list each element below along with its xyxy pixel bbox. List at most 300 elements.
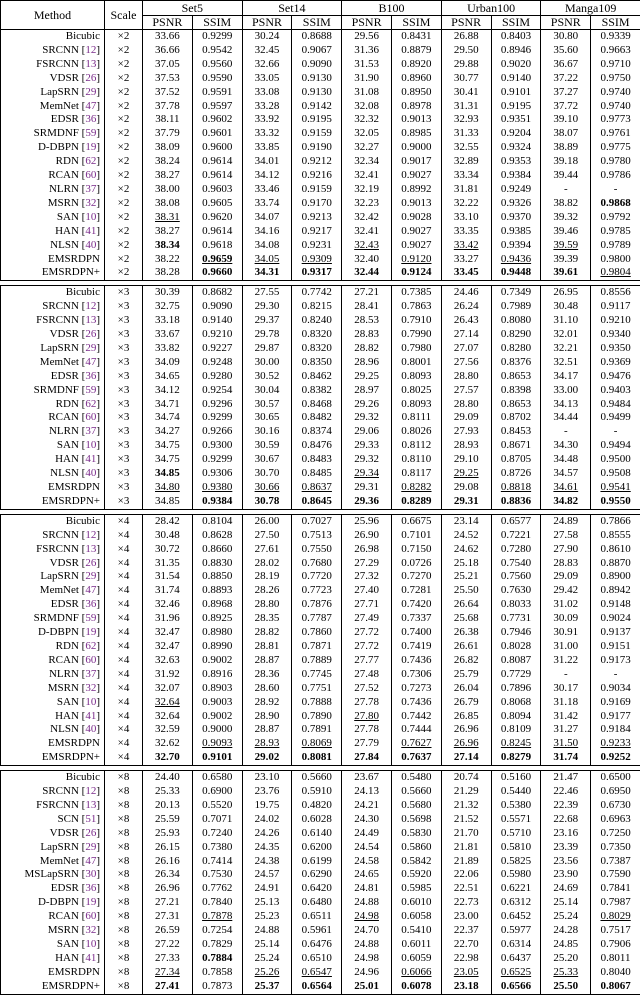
psnr-cell: - <box>541 183 591 197</box>
table-row <box>1 598 640 612</box>
citation-open: [ <box>79 72 85 84</box>
scale-cell: ×3 <box>105 481 143 495</box>
ssim-cell: 0.8818 <box>491 481 541 495</box>
ssim-cell: 0.9195 <box>292 113 342 127</box>
psnr-cell: 32.59 <box>143 723 193 737</box>
ssim-cell: 0.7560 <box>491 570 541 584</box>
scale-cell: ×2 <box>105 86 143 100</box>
citation-close: ] <box>96 654 100 666</box>
psnr-cell: 33.85 <box>242 141 292 155</box>
ssim-cell: 0.8688 <box>292 30 342 44</box>
ssim-cell: 0.9090 <box>192 300 242 314</box>
citation-link[interactable]: 12 <box>85 300 96 312</box>
citation-open: [ <box>79 225 85 237</box>
method-header: Method <box>1 1 105 30</box>
citation-link[interactable]: 32 <box>85 924 96 936</box>
citation-link[interactable]: 10 <box>85 938 96 950</box>
scale-cell: ×3 <box>105 342 143 356</box>
citation-link[interactable]: 36 <box>85 598 96 610</box>
citation-close: ] <box>96 225 100 237</box>
scale-cell: ×8 <box>105 799 143 813</box>
psnr-cell: 29.02 <box>242 751 292 765</box>
citation-open: [ <box>79 855 85 867</box>
psnr-cell: 39.18 <box>541 155 591 169</box>
psnr-cell: 21.29 <box>441 785 491 799</box>
psnr-cell: 21.70 <box>441 827 491 841</box>
ssim-cell: 0.9369 <box>591 356 640 370</box>
ssim-cell: 0.8067 <box>591 980 640 994</box>
psnr-cell: 31.54 <box>143 570 193 584</box>
method-cell <box>1 30 105 44</box>
citation-link[interactable]: 12 <box>85 529 96 541</box>
scale-cell: ×8 <box>105 938 143 952</box>
ssim-cell: 0.9101 <box>192 751 242 765</box>
citation-close: ] <box>96 398 100 410</box>
metric-header: SSIM <box>491 16 541 30</box>
citation-link[interactable]: 41 <box>85 952 96 964</box>
psnr-cell: 28.42 <box>143 514 193 528</box>
method-name: FSRCNN <box>36 543 79 555</box>
ssim-cell: 0.7888 <box>292 696 342 710</box>
psnr-cell: 37.79 <box>143 127 193 141</box>
method-cell <box>1 938 105 952</box>
citation-link[interactable]: 60 <box>85 169 96 181</box>
citation-link[interactable]: 32 <box>85 197 96 209</box>
table-row <box>1 557 640 571</box>
citation-link[interactable]: 13 <box>85 799 96 811</box>
citation-link[interactable]: 62 <box>85 398 96 410</box>
psnr-cell: 31.08 <box>342 86 392 100</box>
citation-link[interactable]: 10 <box>85 211 96 223</box>
method-name: HAN <box>55 453 79 465</box>
ssim-cell: 0.6675 <box>391 514 441 528</box>
ssim-cell: 0.9034 <box>591 682 640 696</box>
psnr-cell: 31.81 <box>441 183 491 197</box>
citation-link[interactable]: 51 <box>85 813 96 825</box>
table-row <box>1 439 640 453</box>
method-name: EMSRDPN+ <box>42 266 100 278</box>
psnr-cell: 39.32 <box>541 211 591 225</box>
method-name: MemNet <box>40 855 79 867</box>
method-cell <box>1 710 105 724</box>
ssim-cell: 0.7906 <box>591 938 640 952</box>
psnr-cell: 29.32 <box>342 411 392 425</box>
citation-open: [ <box>79 938 85 950</box>
ssim-cell: 0.5410 <box>391 924 441 938</box>
scale-cell: ×2 <box>105 127 143 141</box>
psnr-cell: 32.75 <box>143 300 193 314</box>
citation-link[interactable]: 26 <box>85 328 96 340</box>
citation-link[interactable]: 29 <box>85 86 96 98</box>
ssim-cell: 0.8320 <box>292 342 342 356</box>
citation-link[interactable]: 60 <box>85 910 96 922</box>
citation-link[interactable]: 29 <box>85 570 96 582</box>
psnr-cell: 30.80 <box>541 30 591 44</box>
method-cell <box>1 169 105 183</box>
citation-link[interactable]: 41 <box>85 453 96 465</box>
psnr-cell: 31.22 <box>541 654 591 668</box>
ssim-cell: 0.8482 <box>292 411 342 425</box>
psnr-cell: 33.66 <box>143 30 193 44</box>
ssim-cell: 0.7873 <box>192 980 242 994</box>
citation-open: [ <box>79 439 85 451</box>
citation-link[interactable]: 37 <box>85 668 96 680</box>
citation-close: ] <box>96 855 100 867</box>
ssim-cell: 0.8068 <box>491 696 541 710</box>
ssim-cell: 0.8653 <box>491 398 541 412</box>
ssim-cell: 0.6730 <box>591 799 640 813</box>
scale-cell: ×2 <box>105 225 143 239</box>
psnr-cell: 32.45 <box>242 44 292 58</box>
ssim-cell: 0.8645 <box>292 495 342 509</box>
ssim-cell: 0.9542 <box>192 44 242 58</box>
psnr-cell: 29.56 <box>342 30 392 44</box>
ssim-cell: 0.7444 <box>391 723 441 737</box>
psnr-cell: 30.16 <box>242 425 292 439</box>
ssim-cell: 0.8485 <box>292 467 342 481</box>
method-name: MSRN <box>48 924 79 936</box>
psnr-cell: 31.42 <box>541 710 591 724</box>
citation-link[interactable]: 36 <box>85 882 96 894</box>
citation-link[interactable]: 13 <box>85 58 96 70</box>
table-row <box>1 751 640 765</box>
psnr-cell: 22.68 <box>541 813 591 827</box>
ssim-cell: 0.9299 <box>192 411 242 425</box>
scale-cell: ×4 <box>105 529 143 543</box>
scale-cell: ×4 <box>105 640 143 654</box>
psnr-cell: 25.14 <box>541 896 591 910</box>
ssim-cell: 0.8836 <box>491 495 541 509</box>
ssim-cell: 0.7250 <box>591 827 640 841</box>
method-cell <box>1 626 105 640</box>
table-row <box>1 841 640 855</box>
method-name: SAN <box>57 211 79 223</box>
citation-link[interactable]: 10 <box>85 439 96 451</box>
ssim-cell: 0.9296 <box>192 398 242 412</box>
method-name: SRCNN <box>42 44 79 56</box>
psnr-cell: 32.08 <box>342 100 392 114</box>
citation-link[interactable]: 47 <box>85 100 96 112</box>
ssim-cell: 0.7414 <box>192 855 242 869</box>
table-row <box>1 225 640 239</box>
ssim-cell: 0.9170 <box>292 197 342 211</box>
psnr-cell: 39.59 <box>541 239 591 253</box>
ssim-cell: 0.7630 <box>491 584 541 598</box>
psnr-cell: 38.09 <box>143 141 193 155</box>
psnr-cell: 33.45 <box>441 266 491 280</box>
psnr-cell: 29.08 <box>441 481 491 495</box>
citation-link[interactable]: 60 <box>85 411 96 423</box>
citation-link[interactable]: 40 <box>85 467 96 479</box>
citation-link[interactable]: 29 <box>85 841 96 853</box>
table-row <box>1 868 640 882</box>
citation-link[interactable]: 10 <box>85 696 96 708</box>
psnr-cell: 29.42 <box>541 584 591 598</box>
ssim-cell: 0.8245 <box>491 737 541 751</box>
method-cell <box>1 682 105 696</box>
citation-link[interactable]: 59 <box>85 127 96 139</box>
citation-link[interactable]: 19 <box>85 896 96 908</box>
citation-link[interactable]: 60 <box>85 654 96 666</box>
citation-link[interactable]: 40 <box>85 239 96 251</box>
ssim-cell: 0.5660 <box>292 771 342 785</box>
psnr-cell: 31.53 <box>342 58 392 72</box>
citation-link[interactable]: 19 <box>85 141 96 153</box>
ssim-cell: 0.7840 <box>192 896 242 910</box>
method-name: Bicubic <box>66 286 100 298</box>
citation-link[interactable]: 26 <box>85 827 96 839</box>
ssim-cell: 0.8705 <box>491 453 541 467</box>
psnr-cell: 32.46 <box>143 598 193 612</box>
ssim-cell: 0.6452 <box>491 910 541 924</box>
table-row <box>1 771 640 785</box>
method-cell <box>1 100 105 114</box>
ssim-cell: 0.7349 <box>491 286 541 300</box>
psnr-cell: 32.21 <box>541 342 591 356</box>
psnr-cell: 34.80 <box>143 481 193 495</box>
psnr-cell: 24.62 <box>441 543 491 557</box>
citation-link[interactable]: 12 <box>85 785 96 797</box>
ssim-cell: 0.9013 <box>391 197 441 211</box>
table-row <box>1 855 640 869</box>
method-name: NLSN <box>50 723 79 735</box>
ssim-cell: 0.7841 <box>591 882 640 896</box>
ssim-cell: 0.5977 <box>491 924 541 938</box>
citation-link[interactable]: 29 <box>85 342 96 354</box>
psnr-cell: 29.31 <box>441 495 491 509</box>
method-name: NLRN <box>49 183 79 195</box>
ssim-cell: 0.9142 <box>292 100 342 114</box>
psnr-cell: 39.61 <box>541 266 591 280</box>
psnr-cell: 28.93 <box>441 439 491 453</box>
ssim-cell: 0.9299 <box>192 30 242 44</box>
citation-link[interactable]: 62 <box>85 640 96 652</box>
psnr-cell: 32.23 <box>342 197 392 211</box>
psnr-cell: 24.70 <box>342 924 392 938</box>
citation-link[interactable]: 37 <box>85 425 96 437</box>
ssim-cell: 0.9306 <box>192 467 242 481</box>
ssim-cell: 0.8080 <box>491 314 541 328</box>
citation-open: [ <box>79 682 85 694</box>
psnr-cell: 24.65 <box>342 868 392 882</box>
citation-close: ] <box>96 370 100 382</box>
psnr-cell: 23.67 <box>342 771 392 785</box>
ssim-cell: 0.8290 <box>491 328 541 342</box>
ssim-cell: 0.7980 <box>391 342 441 356</box>
citation-open: [ <box>79 668 85 680</box>
citation-open: [ <box>79 723 85 735</box>
method-name: HAN <box>55 952 79 964</box>
table-row <box>1 370 640 384</box>
table-row <box>1 100 640 114</box>
citation-open: [ <box>79 141 85 153</box>
ssim-cell: 0.9280 <box>192 370 242 384</box>
psnr-cell: 34.16 <box>242 225 292 239</box>
method-name: RDN <box>56 398 79 410</box>
psnr-cell: 32.41 <box>342 225 392 239</box>
psnr-cell: 28.83 <box>541 557 591 571</box>
psnr-cell: 34.71 <box>143 398 193 412</box>
ssim-cell: 0.7720 <box>292 570 342 584</box>
ssim-cell: 0.8978 <box>391 100 441 114</box>
scale-cell: ×4 <box>105 543 143 557</box>
psnr-cell: 27.78 <box>342 723 392 737</box>
method-name: MemNet <box>40 100 79 112</box>
ssim-cell: 0.9350 <box>591 342 640 356</box>
ssim-cell: 0.9775 <box>591 141 640 155</box>
ssim-cell: 0.8985 <box>391 127 441 141</box>
citation-close: ] <box>96 467 100 479</box>
psnr-cell: 27.22 <box>143 938 193 952</box>
ssim-cell: 0.5842 <box>391 855 441 869</box>
ssim-cell: 0.6078 <box>391 980 441 994</box>
citation-link[interactable]: 26 <box>85 557 96 569</box>
citation-link[interactable]: 19 <box>85 626 96 638</box>
psnr-cell: 26.34 <box>143 868 193 882</box>
psnr-cell: 31.33 <box>441 127 491 141</box>
psnr-cell: 30.24 <box>242 30 292 44</box>
citation-link[interactable]: 47 <box>85 584 96 596</box>
citation-close: ] <box>96 58 100 70</box>
citation-link[interactable]: 13 <box>85 543 96 555</box>
psnr-cell: 33.32 <box>242 127 292 141</box>
ssim-cell: 0.9602 <box>192 113 242 127</box>
ssim-cell: 0.8240 <box>292 314 342 328</box>
citation-link[interactable]: 37 <box>85 183 96 195</box>
citation-close: ] <box>96 314 100 326</box>
psnr-cell: 37.53 <box>143 72 193 86</box>
psnr-cell: 20.74 <box>441 771 491 785</box>
psnr-cell: 38.07 <box>541 127 591 141</box>
ssim-cell: 0.9660 <box>192 266 242 280</box>
ssim-cell: 0.7350 <box>591 841 640 855</box>
citation-close: ] <box>96 696 100 708</box>
ssim-cell: - <box>591 183 640 197</box>
psnr-cell: 26.04 <box>441 682 491 696</box>
ssim-cell: 0.9773 <box>591 113 640 127</box>
psnr-cell: 27.48 <box>342 668 392 682</box>
psnr-cell: 29.37 <box>242 314 292 328</box>
ssim-cell: 0.8289 <box>391 495 441 509</box>
ssim-cell: 0.9789 <box>591 239 640 253</box>
citation-link[interactable]: 59 <box>85 612 96 624</box>
psnr-cell: 35.60 <box>541 44 591 58</box>
ssim-cell: 0.6010 <box>391 896 441 910</box>
psnr-cell: 32.27 <box>342 141 392 155</box>
scale-cell: ×8 <box>105 771 143 785</box>
citation-link[interactable]: 40 <box>85 723 96 735</box>
scale-cell: ×3 <box>105 314 143 328</box>
psnr-cell: 23.10 <box>242 771 292 785</box>
psnr-cell: 30.72 <box>143 543 193 557</box>
citation-link[interactable]: 47 <box>85 855 96 867</box>
psnr-cell: 24.98 <box>342 910 392 924</box>
ssim-cell: 0.7637 <box>391 751 441 765</box>
table-row <box>1 342 640 356</box>
ssim-cell: 0.8081 <box>292 751 342 765</box>
citation-link[interactable]: 41 <box>85 225 96 237</box>
psnr-cell: 27.32 <box>342 570 392 584</box>
psnr-cell: 31.96 <box>143 612 193 626</box>
ssim-cell: 0.9173 <box>591 654 640 668</box>
ssim-cell: 0.9384 <box>491 169 541 183</box>
psnr-cell: 32.63 <box>143 654 193 668</box>
ssim-cell: 0.8671 <box>491 439 541 453</box>
citation-link[interactable]: 13 <box>85 314 96 326</box>
psnr-cell: 26.24 <box>441 300 491 314</box>
citation-link[interactable]: 36 <box>85 370 96 382</box>
method-cell <box>1 882 105 896</box>
psnr-cell: 32.66 <box>242 58 292 72</box>
citation-link[interactable]: 12 <box>85 44 96 56</box>
ssim-cell: 0.8382 <box>292 384 342 398</box>
ssim-cell: 0.8026 <box>391 425 441 439</box>
method-cell <box>1 841 105 855</box>
citation-link[interactable]: 62 <box>85 155 96 167</box>
ssim-cell: 0.8104 <box>192 514 242 528</box>
psnr-cell: 27.80 <box>342 710 392 724</box>
ssim-cell: 0.8215 <box>292 300 342 314</box>
psnr-cell: 32.70 <box>143 751 193 765</box>
citation-link[interactable]: 47 <box>85 356 96 368</box>
ssim-cell: 0.6028 <box>292 813 342 827</box>
ssim-cell: 0.9227 <box>192 342 242 356</box>
ssim-cell: 0.7387 <box>591 855 640 869</box>
ssim-cell: 0.8990 <box>192 640 242 654</box>
psnr-cell: 32.47 <box>143 640 193 654</box>
psnr-cell: 32.40 <box>342 253 392 267</box>
ssim-cell: 0.9353 <box>491 155 541 169</box>
citation-link[interactable]: 26 <box>85 72 96 84</box>
citation-open: [ <box>79 155 85 167</box>
psnr-cell: 27.29 <box>342 557 392 571</box>
ssim-cell: 0.8925 <box>192 612 242 626</box>
psnr-cell: 30.57 <box>242 398 292 412</box>
ssim-cell: 0.9494 <box>591 439 640 453</box>
ssim-cell: 0.7513 <box>292 529 342 543</box>
citation-link[interactable]: 59 <box>85 384 96 396</box>
citation-close: ] <box>96 868 100 880</box>
method-cell <box>1 370 105 384</box>
citation-link[interactable]: 30 <box>85 868 96 880</box>
psnr-cell: 27.07 <box>441 342 491 356</box>
table-row <box>1 682 640 696</box>
psnr-cell: 33.74 <box>242 197 292 211</box>
metric-header: PSNR <box>143 16 193 30</box>
table-row <box>1 896 640 910</box>
method-name: LapSRN <box>40 342 79 354</box>
psnr-cell: 34.75 <box>143 439 193 453</box>
citation-link[interactable]: 36 <box>85 113 96 125</box>
method-name: EDSR <box>51 882 79 894</box>
ssim-cell: 0.8069 <box>292 737 342 751</box>
scale-cell: ×8 <box>105 868 143 882</box>
citation-link[interactable]: 32 <box>85 682 96 694</box>
table-row <box>1 183 640 197</box>
scale-cell: ×2 <box>105 183 143 197</box>
ssim-cell: 0.9309 <box>292 253 342 267</box>
psnr-cell: 33.67 <box>143 328 193 342</box>
ssim-cell: 0.7254 <box>192 924 242 938</box>
citation-open: [ <box>79 529 85 541</box>
psnr-cell: 33.42 <box>441 239 491 253</box>
citation-link[interactable]: 41 <box>85 710 96 722</box>
method-name: EMSRDPN+ <box>42 495 100 507</box>
method-name: EMSRDPN <box>48 966 100 978</box>
ssim-cell: 0.7517 <box>591 924 640 938</box>
ssim-cell: 0.9786 <box>591 169 640 183</box>
ssim-cell: 0.9761 <box>591 127 640 141</box>
